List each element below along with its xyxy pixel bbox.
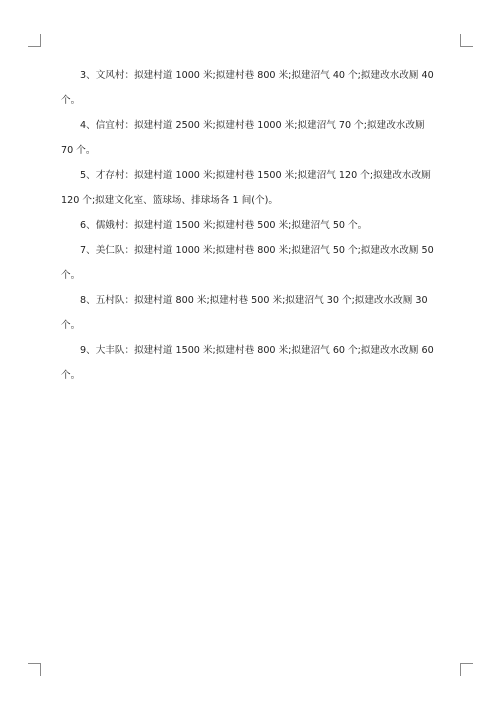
document-body [61, 63, 439, 388]
paragraph-ru-e-village: 6、儒娥村：拟建村道 1500 米;拟建村巷 500 米;拟建沼气 50 个。 [80, 220, 368, 231]
crop-mark-bottom-right [460, 663, 473, 676]
paragraph-wucun-team: 8、五村队：拟建村道 800 米;拟建村巷 500 米;拟建沼气 30 个;拟建改水改厕 30 个。 [61, 295, 428, 331]
paragraph-wenfeng-village: 3、文风村：拟建村道 1000 米;拟建村巷 800 米;拟建沼气 40 个;拟建改水改厕 40 个。 [61, 70, 434, 106]
paragraph-dafeng-team: 9、大丰队：拟建村道 1500 米;拟建村巷 800 米;拟建沼气 60 个;拟建改水改厕 60 个。 [61, 345, 434, 381]
crop-mark-bottom-left [28, 663, 41, 676]
paragraph-xinyi-village: 4、信宜村：拟建村道 2500 米;拟建村巷 1000 米;拟建沼气 70 个;拟建改水改厕 70 个。 [61, 120, 425, 156]
paragraph-caicun-village: 5、才存村：拟建村道 1000 米;拟建村巷 1500 米;拟建沼气 120 个;拟建改水改厕 120 个;拟建文化室、篮球场、排球场各 1 间(个)。 [61, 170, 431, 206]
crop-mark-top-left [28, 34, 41, 47]
crop-mark-top-right [460, 34, 473, 47]
paragraph-meiren-team: 7、美仁队：拟建村道 1000 米;拟建村巷 800 米;拟建沼气 50 个;拟建改水改厕 50 个。 [61, 245, 434, 281]
